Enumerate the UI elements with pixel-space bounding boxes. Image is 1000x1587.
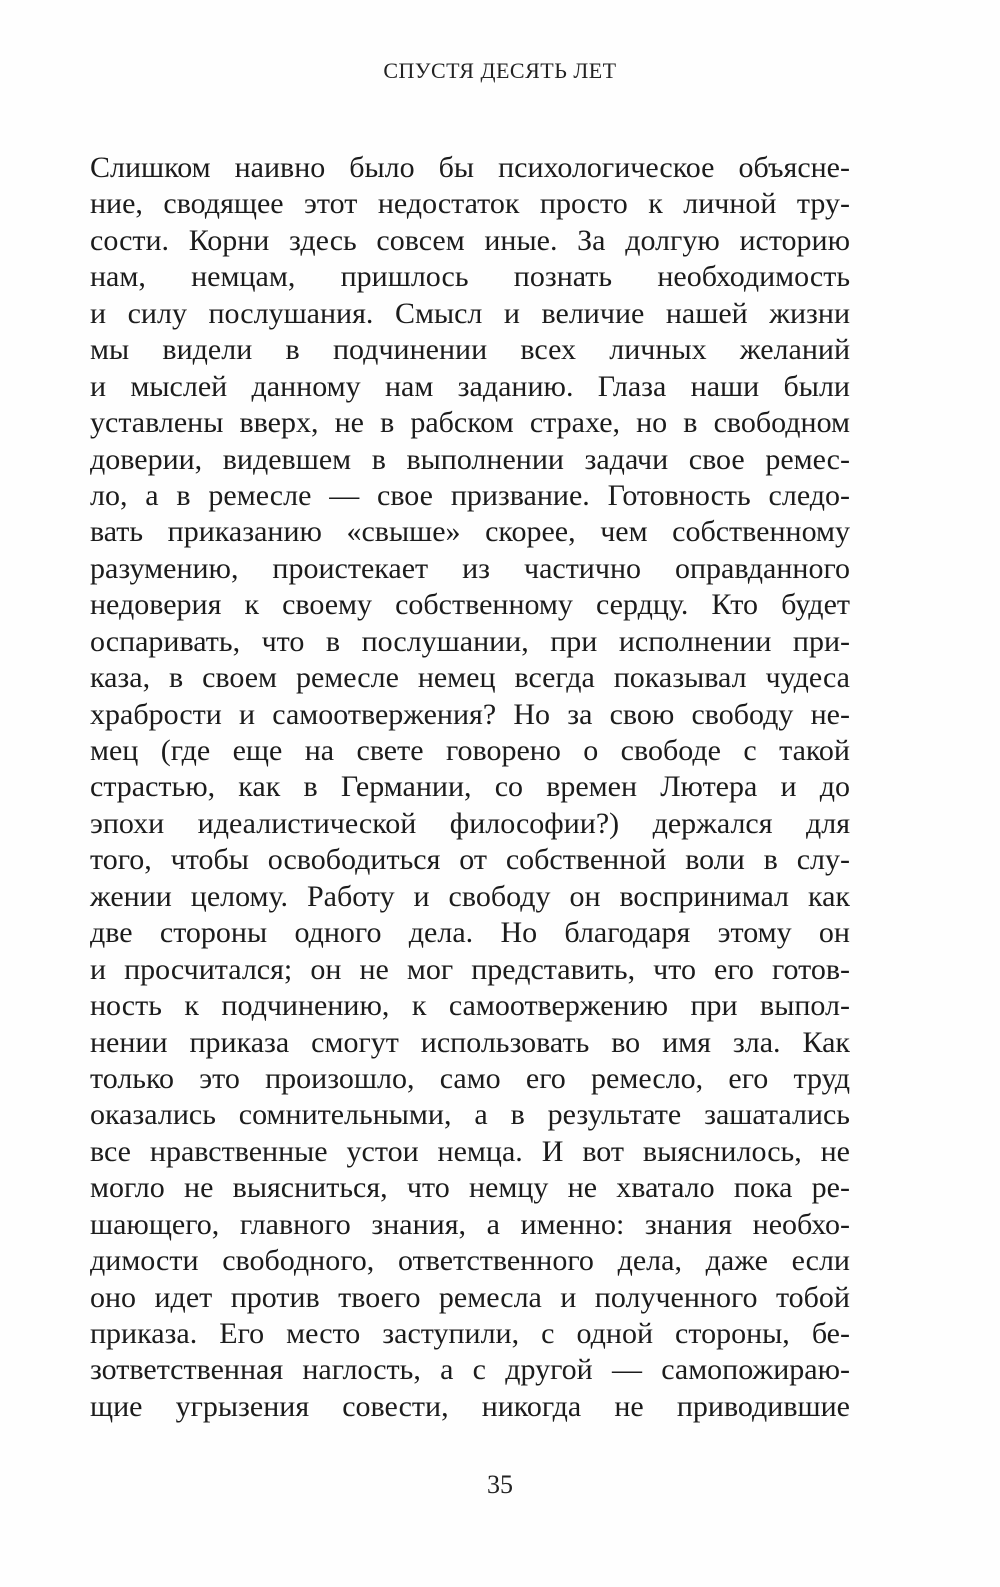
text-line: и силу послушания. Смысл и величие нашей жизни	[90, 296, 850, 330]
page-number: 35	[487, 1470, 513, 1499]
body-text	[90, 150, 850, 1425]
text-line: сости. Корни здесь совсем иные. За долгую историю	[90, 223, 850, 257]
text-line: щие угрызения совести, никогда не приводившие	[90, 1389, 850, 1423]
text-line: шающего, главного знания, а именно: знания необхо-	[90, 1207, 850, 1241]
text-line: ло, а в ремесле — свое призвание. Готовность следо-	[90, 478, 850, 512]
text-line: оно идет против твоего ремесла и полученного тобой	[90, 1280, 850, 1314]
text-line: димости свободного, ответственного дела, даже если	[90, 1244, 850, 1278]
text-line: оказались сомнительными, а в результате зашатались	[90, 1098, 850, 1132]
text-line: эпохи идеалистической философии?) держался для	[90, 806, 850, 840]
text-line: две стороны одного дела. Но благодаря этому он	[90, 916, 850, 950]
text-line: мы видели в подчинении всех личных желаний	[90, 333, 850, 367]
text-line: ность к подчинению, к самоотвержению при выпол-	[90, 989, 850, 1023]
text-line: ние, сводящее этот недостаток просто к личной тру-	[90, 187, 850, 221]
running-head-title: СПУСТЯ ДЕСЯТЬ ЛЕТ	[383, 58, 617, 83]
text-line: страстью, как в Германии, со времен Лютера и до	[90, 770, 850, 804]
text-line: нении приказа смогут использовать во имя зла. Как	[90, 1025, 850, 1059]
text-line: и мыслей данному нам заданию. Глаза наши были	[90, 369, 850, 403]
text-line: жении целому. Работу и свободу он воспринимал как	[90, 879, 850, 913]
text-line: недоверия к своему собственному сердцу. Кто будет	[90, 588, 850, 622]
text-line: каза, в своем ремесле немец всегда показывал чудеса	[90, 661, 850, 695]
text-line: оспаривать, что в послушании, при исполнении при-	[90, 624, 850, 658]
text-line: мец (где еще на свете говорено о свободе с такой	[90, 734, 850, 767]
text-line: того, чтобы освободиться от собственной воли в слу-	[90, 843, 850, 877]
text-line: только это произошло, само его ремесло, его труд	[90, 1061, 850, 1095]
text-line: храбрости и самоотвержения? Но за свою свободу не-	[90, 697, 850, 731]
text-line: нам, немцам, пришлось познать необходимость	[90, 260, 850, 294]
text-line: Слишком наивно было бы психологическое объясне-	[90, 151, 850, 184]
text-line: могло не выясниться, что немцу не хватало пока ре-	[90, 1171, 850, 1205]
text-line: уставлены вверх, не в рабском страхе, но в свободном	[90, 406, 850, 440]
text-line: доверии, видевшем в выполнении задачи свое ремес-	[90, 442, 850, 476]
text-line: приказа. Его место заступили, с одной стороны, бе-	[90, 1317, 850, 1350]
text-line: все нравственные устои немца. И вот выяснилось, не	[90, 1134, 850, 1168]
text-line: и просчитался; он не мог представить, что его готов-	[90, 952, 850, 986]
text-line: разумению, проистекает из частично оправданного	[90, 551, 850, 585]
text-line: вать приказанию «свыше» скорее, чем собственному	[90, 515, 850, 549]
text-line: зответственная наглость, а с другой — самопожираю-	[90, 1353, 850, 1387]
